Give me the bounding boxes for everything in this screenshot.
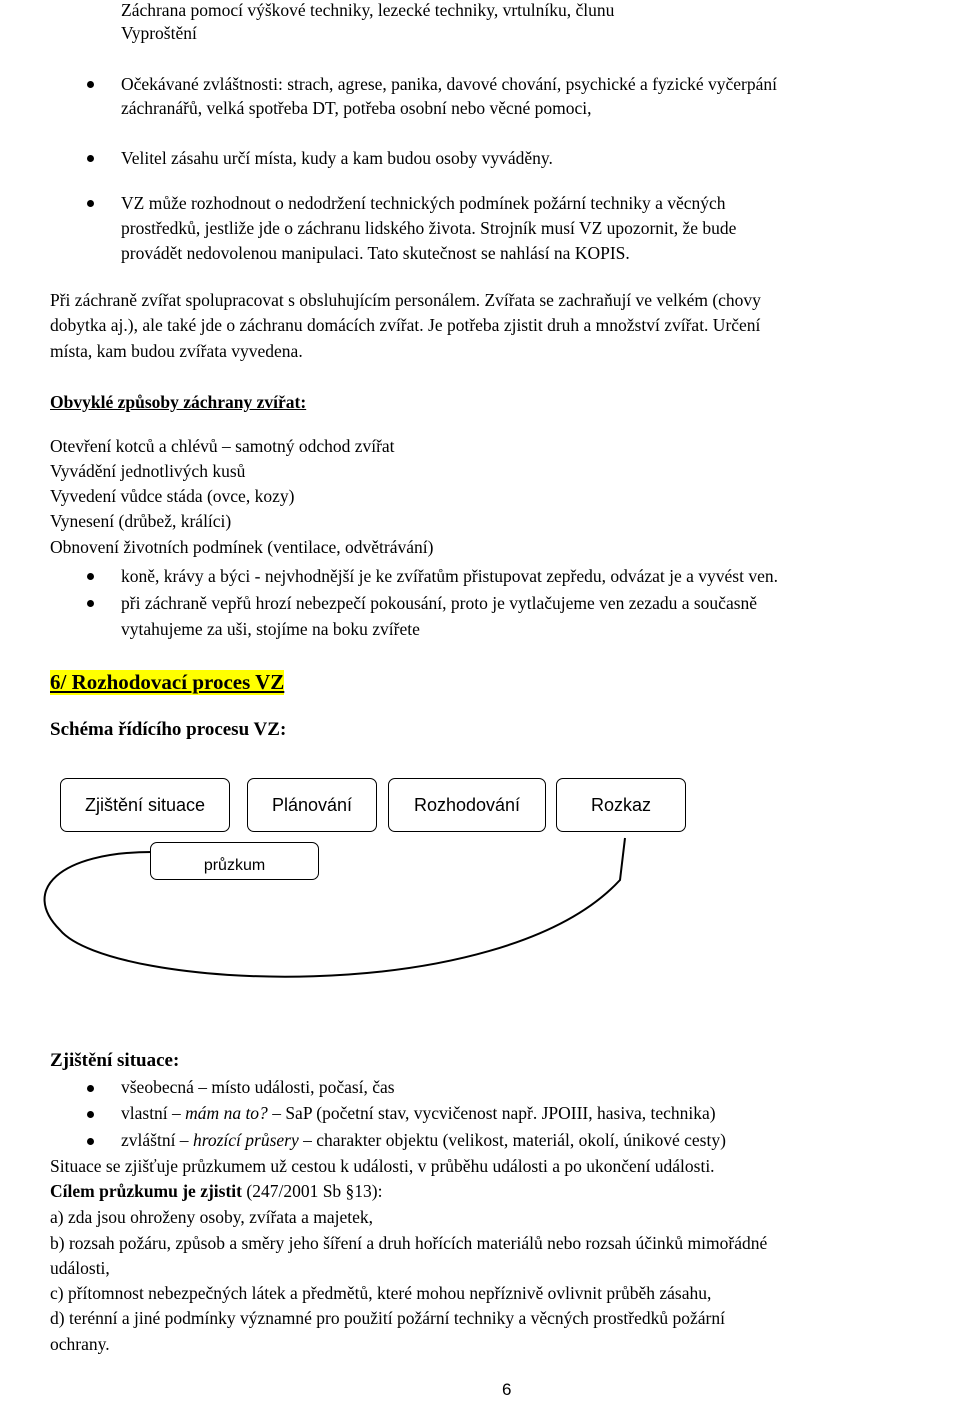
page-number: 6 — [502, 1380, 512, 1399]
bullet-icon — [87, 1111, 94, 1118]
bullet-text: Očekávané zvláštnosti: strach, agrese, panika, davové chování, psychické a fyzické vyčerpání — [121, 74, 777, 94]
bullet-icon — [87, 81, 94, 88]
list-item: Vyvedení vůdce stáda (ovce, kozy) — [50, 486, 295, 506]
bullet-icon — [87, 1138, 94, 1145]
list-item: Vyvádění jednotlivých kusů — [50, 461, 246, 481]
bullet-text — [121, 1130, 726, 1151]
bullet-text — [121, 1103, 716, 1124]
bullet-text: koně, krávy a býci - nejvhodnější je ke zvířatům přistupovat zepředu, odvázat je a vyvést ven. — [121, 566, 779, 586]
bullet-icon — [87, 573, 94, 580]
bullet-icon — [87, 155, 94, 162]
box-label: Plánování — [271, 794, 353, 815]
bullet-icon — [87, 1085, 94, 1092]
paragraph-line: místa, kam budou zvířata vyvedena. — [50, 341, 303, 361]
list-item: Obnovení životních podmínek (ventilace, odvětrávání) — [50, 537, 434, 557]
situation-heading: Zjištění situace: — [50, 1050, 180, 1071]
list-item: c) přítomnost nebezpečných látek a předmětů, které mohou nepříznivě ovlivnit průběh zásahu, — [50, 1283, 712, 1303]
bullet-text: VZ může rozhodnout o nedodržení technických podmínek požární techniky a věcných — [121, 193, 726, 213]
bullet-text: při záchraně vepřů hrozí nebezpečí pokousání, proto je vytlačujeme ven zezadu a současně — [121, 593, 758, 613]
list-item: d) terénní a jiné podmínky významné pro použití požární techniky a věcných prostředků požární — [50, 1308, 725, 1328]
box-label: Rozkaz — [590, 794, 652, 815]
box-rozkaz — [556, 778, 686, 832]
bullet-icon — [87, 600, 94, 607]
schema-title: Schéma řídícího procesu VZ: — [50, 719, 287, 740]
box-label: Zjištění situace — [84, 794, 206, 815]
text-line: Záchrana pomocí výškové techniky, lezecké techniky, vrtulníku, člunu — [121, 0, 615, 20]
list-item: události, — [50, 1258, 110, 1278]
box-pruzkum — [150, 842, 319, 880]
list-item: b) rozsah požáru, způsob a směry jeho šíření a druh hořících materiálů nebo rozsah účinků mimořádné — [50, 1233, 768, 1253]
bullet-text: záchranářů, velká spotřeba DT, potřeba osobní nebo věcné pomoci, — [121, 98, 592, 118]
goal-rest: (247/2001 Sb §13): — [242, 1181, 383, 1201]
section-title: 6/ Rozhodovací proces VZ — [50, 670, 285, 694]
bullet-text — [121, 1077, 395, 1098]
paragraph-line: dobytka aj.), ale také jde o záchranu domácích zvířat. Je potřeba zjistit druh a množství zvířat. Určení — [50, 315, 761, 335]
goal-bold: Cílem průzkumu je zjistit — [50, 1181, 242, 1201]
box-label: Rozhodování — [413, 794, 521, 815]
bullet-part: zvláštní – — [121, 1130, 193, 1150]
paragraph-line — [50, 1181, 383, 1202]
bullet-icon — [87, 200, 94, 207]
bullet-part-italic: hrozící průsery — [192, 1130, 299, 1150]
bullet-part: – SaP (početní stav, vycvičenost např. JPOIII, hasiva, technika) — [267, 1103, 716, 1123]
list-item: Vynesení (drůbež, králíci) — [50, 511, 232, 531]
list-item: Otevření kotců a chlévů – samotný odchod zvířat — [50, 436, 395, 456]
bullet-part: všeobecná – místo události, počasí, čas — [121, 1077, 395, 1097]
bullet-part-italic: mám na to? — [185, 1103, 268, 1123]
list-item: a) zda jsou ohroženy osoby, zvířata a majetek, — [50, 1207, 373, 1227]
box-label: průzkum — [203, 857, 266, 874]
section-heading: Obvyklé způsoby záchrany zvířat: — [50, 392, 307, 412]
loop-arrow-curve — [45, 838, 625, 977]
bullet-part: – charakter objektu (velikost, materiál, okolí, únikové cesty) — [298, 1130, 726, 1150]
bullet-text: vytahujeme za uši, stojíme na boku zvířete — [121, 619, 420, 639]
list-item: ochrany. — [50, 1334, 110, 1354]
box-planovani — [247, 778, 377, 832]
bullet-text: Velitel zásahu určí místa, kudy a kam budou osoby vyváděny. — [121, 148, 553, 168]
paragraph-line: Při záchraně zvířat spolupracovat s obsluhujícím personálem. Zvířata se zachraňují ve velkém (chovy — [50, 290, 761, 310]
box-zjisteni-situace — [60, 778, 230, 832]
bullet-text: provádět nedovolenou manipulaci. Tato skutečnost se nahlásí na KOPIS. — [121, 243, 630, 263]
text-line: Vyproštění — [121, 23, 197, 43]
paragraph-line: Situace se zjišťuje průzkumem už cestou k události, v průběhu události a po ukončení události. — [50, 1156, 715, 1176]
bullet-part: vlastní – — [121, 1103, 186, 1123]
bullet-text: prostředků, jestliže jde o záchranu lidského života. Strojník musí VZ upozornit, že bude — [121, 218, 737, 238]
box-rozhodovani — [388, 778, 546, 832]
